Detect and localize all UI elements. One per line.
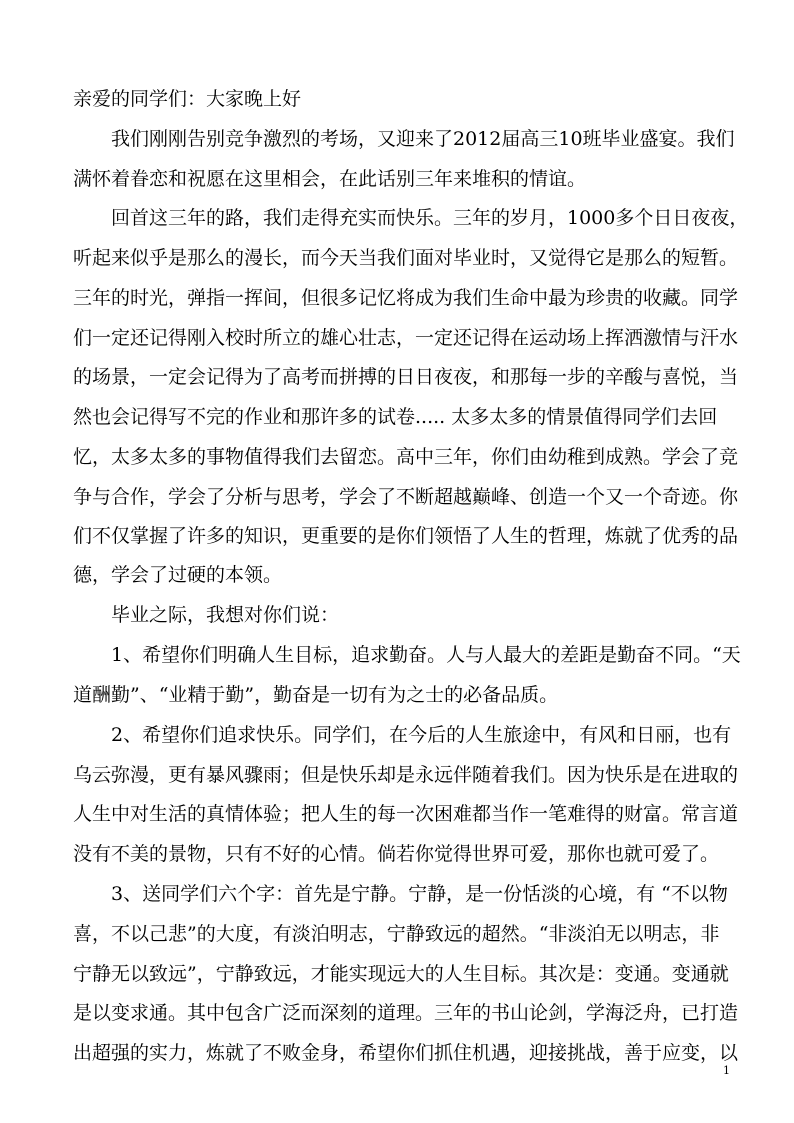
text-line: 2、希望你们追求快乐。同学们，在今后的人生旅途中，有风和日丽，也有 [111,724,732,746]
text-line: 1、希望你们明确人生目标，追求勤奋。人与人最大的差距是勤奋不同。“天 [111,644,741,666]
text-line: 我们刚刚告别竞争激烈的考场，又迎来了2012届高三10班毕业盛宴。我们 [111,128,735,150]
text-line: 然也会记得写不完的作业和那许多的试卷..... 太多太多的情景值得同学们去回 [73,406,718,428]
text-line: 争与合作，学会了分析与思考，学会了不断超越巅峰、创造一个又一个奇迹。你 [73,486,739,508]
text-line: 3、送同学们六个字：首先是宁静。宁静，是一份恬淡的心境，有 “不以物 [111,883,728,905]
text-line: 出超强的实力，炼就了不败金身，希望你们抓住机遇，迎接挑战，善于应变，以 [73,1042,739,1064]
text-line: 的场景，一定会记得为了高考而拼搏的日日夜夜，和那每一步的辛酸与喜悦，当 [73,366,739,388]
text-line: 喜，不以己悲”的大度，有淡泊明志，宁静致远的超然。“非淡泊无以明志，非 [73,923,720,945]
text-line: 是以变求通。其中包含广泛而深刻的道理。三年的书山论剑，学海泛舟，已打造 [73,1002,739,1024]
text-line: 毕业之际，我想对你们说： [111,604,340,626]
text-line: 宁静无以致远”，宁静致远，才能实现远大的人生目标。其次是：变通。变通就 [73,963,729,985]
text-line: 三年的时光，弹指一挥间，但很多记忆将成为我们生命中最为珍贵的收藏。同学 [73,287,739,309]
text-line: 忆，太多太多的事物值得我们去留恋。高中三年，你们由幼稚到成熟。学会了竞 [73,446,739,468]
text-line: 听起来似乎是那么的漫长，而今天当我们面对毕业时，又觉得它是那么的短暂。 [73,247,739,269]
page-number: 1 [723,1064,730,1077]
text-line: 没有不美的景物，只有不好的心情。倘若你觉得世界可爱，那你也就可爱了。 [73,843,720,865]
text-line: 回首这三年的路，我们走得充实而快乐。三年的岁月，1000多个日日夜夜， [111,207,749,229]
text-line: 满怀着眷恋和祝愿在这里相会，在此话别三年来堆积的情谊。 [73,168,587,190]
greeting-line: 亲爱的同学们：大家晚上好 [73,88,302,110]
text-line: 乌云弥漫，更有暴风骤雨；但是快乐却是永远伴随着我们。因为快乐是在进取的 [73,764,739,786]
text-line: 们一定还记得刚入校时所立的雄心壮志，一定还记得在运动场上挥洒激情与汗水 [73,327,739,349]
text-line: 人生中对生活的真情体验；把人生的每一次困难都当作一笔难得的财富。常言道 [73,803,739,825]
text-line: 德，学会了过硬的本领。 [73,564,283,586]
text-line: 们不仅掌握了许多的知识，更重要的是你们领悟了人生的哲理，炼就了优秀的品 [73,525,739,547]
text-line: 道酬勤”、“业精于勤”，勤奋是一切有为之士的必备品质。 [73,684,559,706]
